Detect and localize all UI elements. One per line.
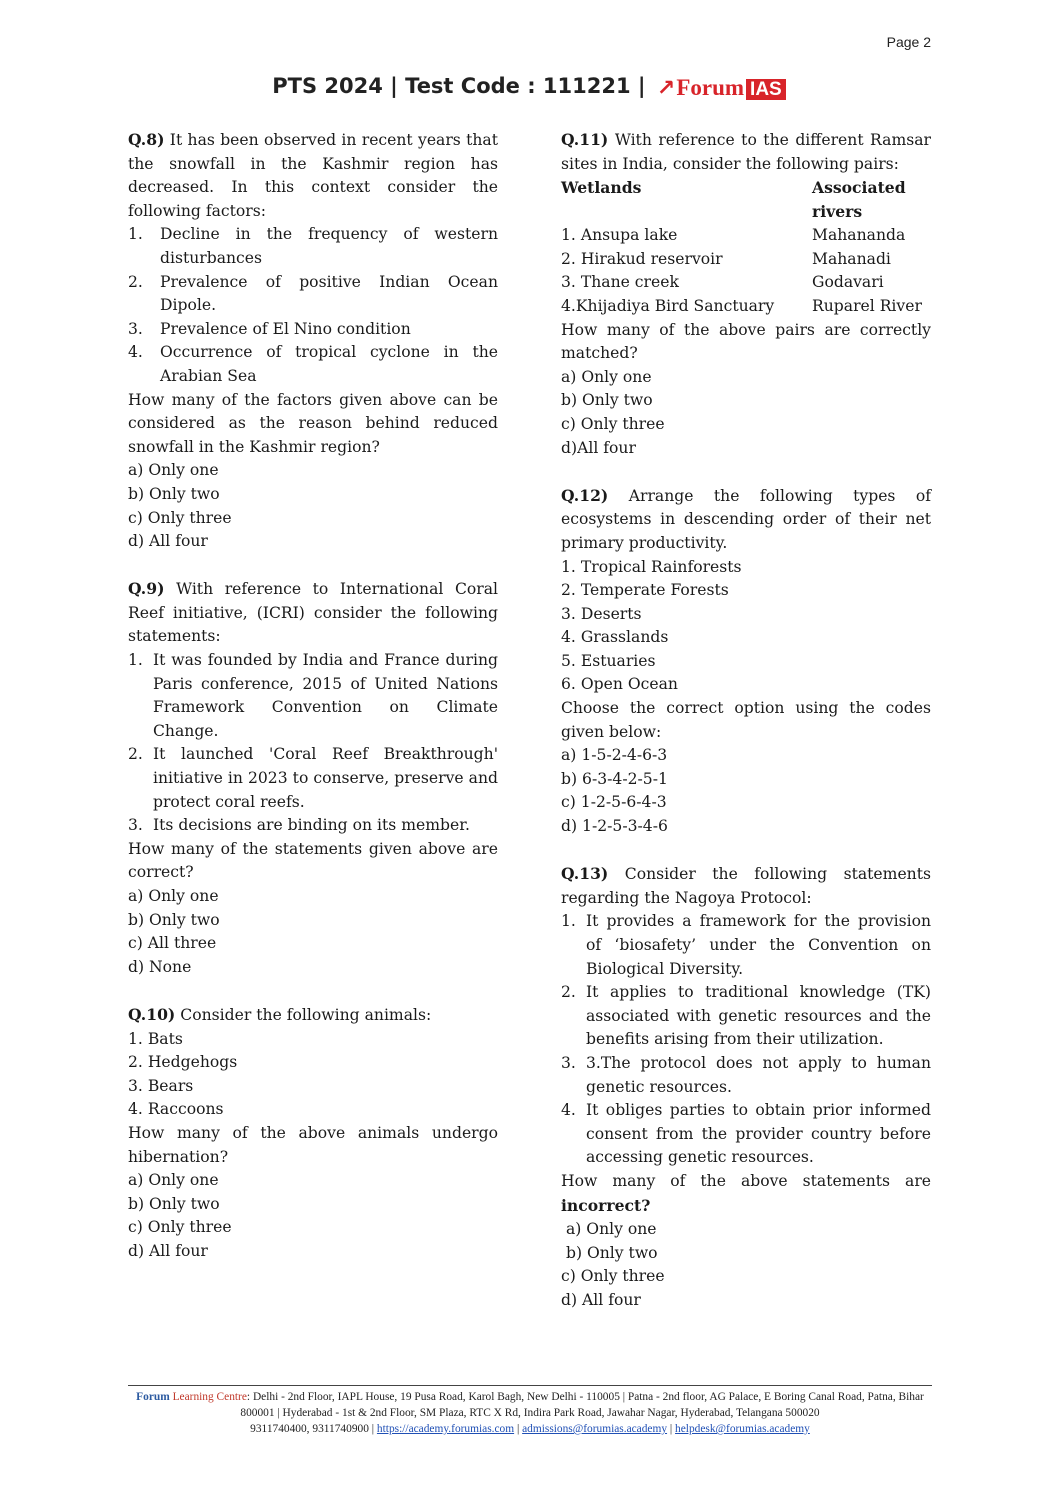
option-d: d) All four [128, 1241, 208, 1260]
list-item: 3. 3.The protocol does not apply to human genetic resources. [561, 1053, 931, 1096]
list-item: 3. Deserts [561, 604, 642, 623]
footer-phones: 9311740400, 9311740900 [250, 1423, 369, 1435]
option-c: c) 1-2-5-6-4-3 [561, 793, 667, 812]
statement-list [561, 910, 931, 1170]
list-item: 1. It was founded by India and France during Paris conference, 2015 of United Nations Framework Convention on Climate Change. [128, 651, 498, 740]
footer-admissions-email-link[interactable]: admissions@forumias.academy [522, 1423, 668, 1435]
question-13 [561, 862, 931, 1312]
list-item: 2. It launched 'Coral Reef Breakthrough' initiative in 2023 to conserve, preserve and protect coral reefs. [128, 745, 498, 811]
footer-helpdesk-email-link[interactable]: helpdesk@forumias.academy [675, 1423, 810, 1435]
right-column [561, 128, 931, 1336]
option-b: b) Only two [128, 1194, 220, 1213]
option-b: b) 6-3-4-2-5-1 [561, 769, 668, 788]
question-number: Q.9) [128, 579, 165, 599]
column-header-rivers: Associated rivers [812, 178, 906, 222]
option-c: c) Only three [561, 414, 665, 433]
column-header-wetlands: Wetlands [561, 178, 642, 198]
list-item: 2. Hedgehogs [128, 1053, 238, 1072]
question-ask: How many of the above animals undergo hibernation? [128, 1123, 498, 1166]
question-10 [128, 1003, 498, 1264]
table-row: 4.Khijadiya Bird Sanctuary Ruparel River [561, 296, 922, 315]
option-b: b) Only two [561, 1243, 658, 1262]
question-stem: Q.12) Arrange the following types of ecosystems in descending order of their net primary productivity. [561, 485, 931, 552]
question-11 [561, 128, 931, 460]
question-ask: How many of the above statements are incorrect? [561, 1171, 931, 1215]
list-item: 4. It obliges parties to obtain prior informed consent from the provider country before accessing genetic resources. [561, 1101, 931, 1167]
table-header-row [561, 176, 931, 224]
question-number: Q.8) [128, 130, 165, 149]
table-row: 1. Ansupa lake Mahananda [561, 226, 906, 245]
list-item: 2. Prevalence of positive Indian Ocean Dipole. [128, 272, 498, 315]
question-stem: Q.9) With reference to International Coral Reef initiative, (ICRI) consider the following statements: [128, 579, 498, 646]
option-d: d) All four [128, 532, 208, 551]
footer-brand-learning-centre: Learning Centre [172, 1391, 247, 1403]
left-column [128, 128, 498, 1287]
option-a: a) Only one [128, 1171, 219, 1190]
list-item: 6. Open Ocean [561, 675, 678, 694]
option-d: d)All four [561, 438, 636, 457]
option-b: b) Only two [561, 391, 653, 410]
list-item: 4. Raccoons [128, 1100, 224, 1119]
question-8 [128, 128, 498, 554]
question-ask: How many of the above pairs are correctly matched? [561, 320, 931, 363]
test-title: PTS 2024 | Test Code : 111221 | [272, 74, 646, 98]
forumias-logo [657, 75, 786, 101]
option-b: b) Only two [128, 484, 220, 503]
question-number: Q.11) [561, 130, 609, 149]
table-row: 2. Hirakud reservoir Mahanadi [561, 249, 891, 268]
footer-address: Delhi - 2nd Floor, IAPL House, 19 Pusa Road, Karol Bagh, New Delhi - 110005 | Patna - 2nd floor, AG Palace, E Boring Canal Road, Patna, Bihar 800001 | Hyderabad - 1st & 2nd Floor, SM Plaza, RTC X Rd, Indira Park Road, Jawahar Nagar, Hyderabad, Telangana 500020 [240, 1391, 924, 1419]
list-item: 1. Decline in the frequency of western disturbances [128, 225, 498, 267]
option-c: c) All three [128, 934, 217, 953]
list-item: 4. Grasslands [561, 628, 669, 647]
option-d: d) 1-2-5-3-4-6 [561, 817, 668, 836]
list-item: 2. Temperate Forests [561, 581, 729, 600]
question-stem: Q.11) With reference to the different Ramsar sites in India, consider the following pairs: [561, 130, 931, 173]
list-item: 2. It applies to traditional knowledge (TK) associated with genetic resources and the benefits arising from their utilization. [561, 983, 931, 1049]
factor-list [128, 223, 498, 388]
question-9 [128, 577, 498, 979]
question-number: Q.12) [561, 485, 609, 505]
list-item: 1. Tropical Rainforests [561, 557, 742, 576]
option-a: a) Only one [128, 461, 219, 480]
page-footer: Forum Learning Centre: Delhi - 2nd Floor, IAPL House, 19 Pusa Road, Karol Bagh, New Delhi - 110005 | Patna - 2nd floor, AG Palace, E Boring Canal Road, Patna, Bihar 800001 | Hyderabad - 1st & 2nd Floor, SM Plaza, RTC X Rd, Indira Park Road, Jawahar Nagar, Hyderabad, Telangana 500020 9311740400, 9311740900 | https://academy.forumias.com | admissions@forumias.academy | helpdesk@forumias.academy [128, 1385, 932, 1437]
list-item: 1. Bats [128, 1029, 183, 1048]
option-c: c) Only three [128, 1218, 232, 1237]
option-a: a) Only one [561, 1220, 657, 1239]
option-b: b) Only two [128, 910, 220, 929]
table-row: 3. Thane creek Godavari [561, 273, 884, 292]
list-item: 3. Prevalence of El Nino condition [128, 319, 411, 338]
list-item: 3. Its decisions are binding on its member. [128, 816, 470, 835]
pairs-table [561, 176, 931, 318]
question-number: Q.13) [561, 864, 609, 884]
footer-website-link[interactable]: https://academy.forumias.com [376, 1423, 515, 1435]
question-ask: How many of the factors given above can be considered as the reason behind reduced snowfall in the Kashmir region? [128, 390, 498, 456]
option-a: a) 1-5-2-4-6-3 [561, 746, 668, 765]
list-item: 1. It provides a framework for the provision of ‘biosafety’ under the Convention on Biological Diversity. [561, 912, 931, 978]
list-item: 5. Estuaries [561, 651, 656, 670]
option-c: c) Only three [128, 508, 232, 527]
question-stem: Q.8) It has been observed in recent years that the snowfall in the Kashmir region has decreased. In this context consider the following factors: [128, 130, 498, 220]
option-d: d) All four [561, 1290, 641, 1309]
question-ask: How many of the statements given above are correct? [128, 839, 498, 882]
question-12 [561, 484, 931, 839]
list-item: 4. Occurrence of tropical cyclone in the Arabian Sea [128, 343, 498, 385]
question-number: Q.10) [128, 1004, 176, 1024]
list-item: 3. Bears [128, 1076, 194, 1095]
statement-list [128, 649, 498, 838]
page-number: Page 2 [886, 34, 931, 50]
option-a: a) Only one [561, 367, 652, 386]
logo-ias-text: IAS [746, 79, 786, 100]
question-stem: Q.10) Consider the following animals: [128, 1004, 432, 1024]
logo-arrow-icon: ↗ [656, 76, 676, 101]
option-d: d) None [128, 957, 192, 976]
question-ask: Choose the correct option using the codes given below: [561, 699, 931, 741]
option-c: c) Only three [561, 1267, 665, 1286]
emphasis-incorrect: incorrect? [561, 1195, 651, 1215]
question-stem: Q.13) Consider the following statements regarding the Nagoya Protocol: [561, 864, 931, 907]
option-a: a) Only one [128, 887, 219, 905]
logo-forum-text: Forum [676, 75, 745, 100]
page-header [0, 74, 1058, 101]
footer-brand-forum: Forum [136, 1391, 170, 1403]
